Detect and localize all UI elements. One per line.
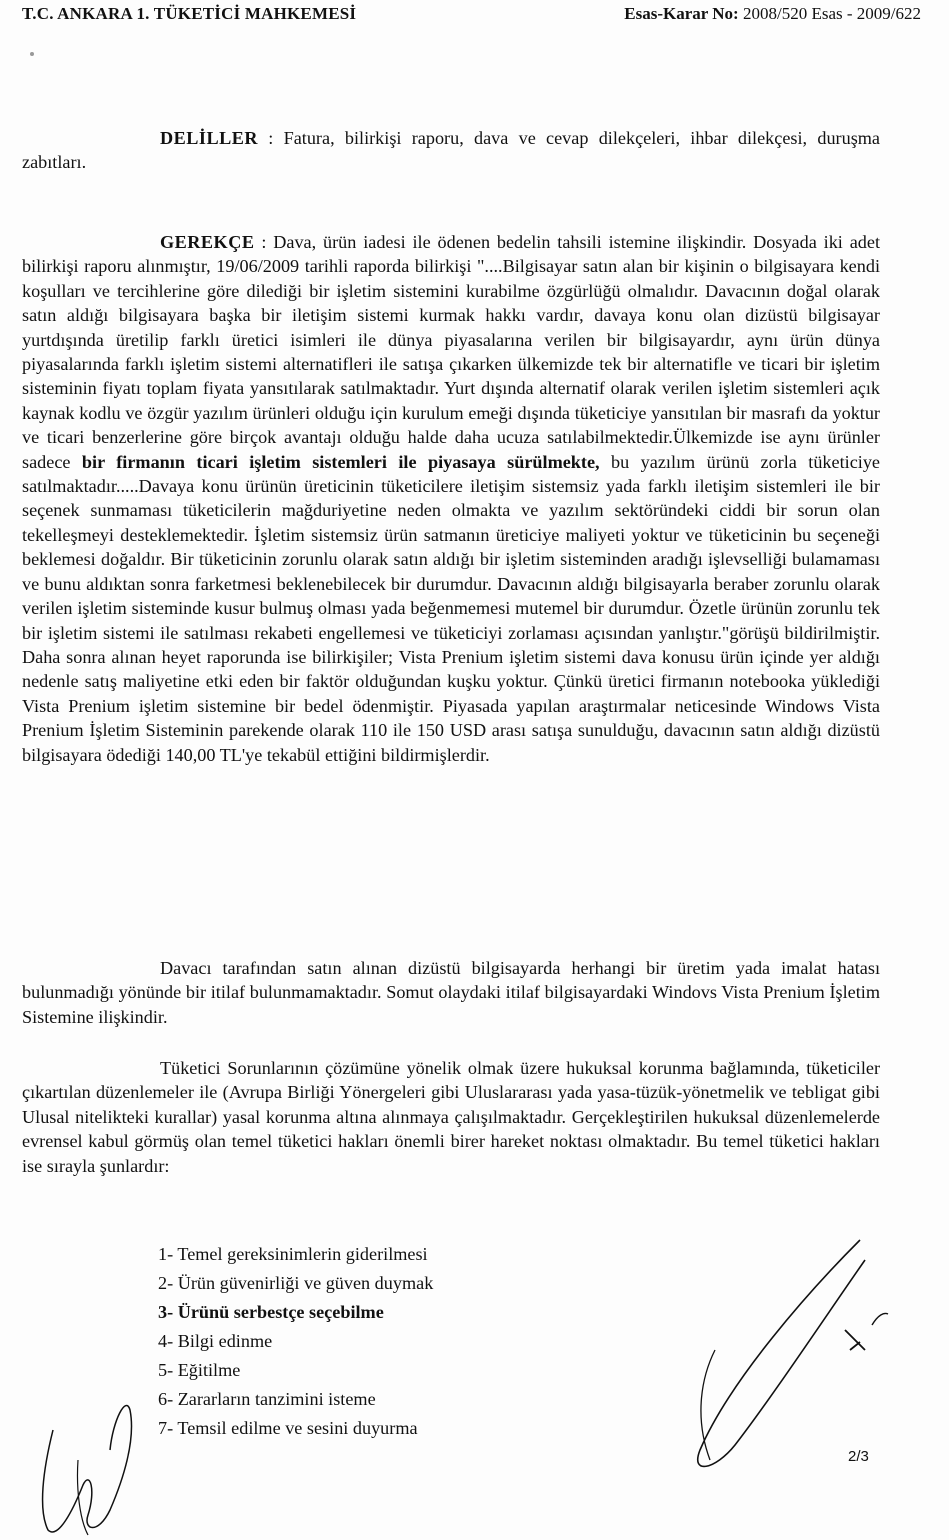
tuketici-paragraph: Tüketici Sorunlarının çözümüne yönelik olmak üzere hukuksal korunma bağlamında, tüketiciler çıkartılan düzenlemeler ile (Avrupa Birliği Yönergeleri gibi Uluslararası yada yasa-tüzük-yönetmelik ve tebligat gibi Ulusal nitelikteki kurallar) yasal korunma altına alınmaya çalışılmaktadır. Gerçekleştirilen hukuksal düzenlemelerde evrensel kabul görmüş olan temel tüketici hakları önemli birer hareket noktası olmaktadır. Bu temel tüketici hakları ise sırayla şunlardır: xyxy=(22,1058,880,1176)
gerekce-label: GEREKÇE xyxy=(160,232,255,252)
case-number-line xyxy=(624,4,921,24)
list-item: 7- Temsil edilme ve sesini duyurma xyxy=(158,1418,418,1438)
list-item: 3- Ürünü serbestçe seçebilme xyxy=(158,1302,384,1322)
court-name: T.C. ANKARA 1. TÜKETİCİ MAHKEMESİ xyxy=(22,4,357,23)
consumer-rights-list xyxy=(158,1240,433,1443)
gerekce-text-1: : Dava, ürün iadesi ile ödenen bedelin tahsili istemine ilişkindir. Dosyada iki adet bilirkişi raporu alınmıştır, 19/06/2009 tarihli raporda bilirkişi "....Bilgisayar satın alan bir kişinin o bilgisayara kendi koşulları ve tercihlerine göre dilediği bir işletim sistemini kurabilme özgürlüğü olmalıdır. Davacının doğal olarak satın aldığı bilgisayara başka bir iletişim sistemi kurmak hakkı vardır, davaya konu olan dizüstü bilgisayar yurtdışında üretilip farklı üretici isimleri ile dünya piyasalarına verilen bir bilgisayardır, aynı ürün dünya piyasalarında farklı işletim sistemi alternatifleri ile satışa çıkarken ülkemizde tek bir alternatifle ve ticari bir işletim sisteminin fiyatı toplam fiyata yansıtılarak satılmaktadır. Yurt dışında alternatif olarak verilen işletim sistemleri açık kaynak kodlu ve özgür yazılım ürünleri olduğu için kurulum emeği dışında tüketiciye yansıtılan bir masrafı da yoktur ve ticari benzerlerine göre birçok avantajı olduğu halde daha ucuza satılabilmektedir.Ülkemizde ise aynı ürünler sadece xyxy=(22,232,880,472)
case-number-label: Esas-Karar No: xyxy=(624,4,739,23)
gerekce-paragraph xyxy=(22,230,880,767)
list-item: 6- Zararların tanzimini isteme xyxy=(158,1389,376,1409)
list-item: 4- Bilgi edinme xyxy=(158,1331,273,1351)
deliller-text: : Fatura, bilirkişi raporu, dava ve cevap dilekçeleri, ihbar dilekçesi, duruşma zabıtları. xyxy=(22,128,880,173)
deliller-paragraph xyxy=(22,126,880,175)
page-number: 2/3 xyxy=(848,1448,869,1465)
case-number: 2008/520 Esas - 2009/622 xyxy=(742,4,921,23)
davaci-paragraph: Davacı tarafından satın alınan dizüstü bilgisayarda herhangi bir üretim yada imalat hatası bulunmadığı yönünde bir itilaf bulunmamaktadır. Somut olaydaki itilaf bilgisayardaki Windovs Vista Prenium İşletim Sistemine ilişkindir. xyxy=(22,958,880,1027)
list-item: 2- Ürün güvenirliği ve güven duymak xyxy=(158,1273,434,1293)
scan-speck xyxy=(30,52,34,56)
gerekce-bold-text: bir firmanın ticari işletim sistemleri ile piyasaya sürülmekte, xyxy=(81,451,600,472)
gerekce-text-2: bu yazılım ürünü zorla tüketiciye satılmaktadır.....Davaya konu ürünün üreticinin tüketicilere iletişim sistemsiz yada farklı iletişim sistemleri ile bir seçenek sunmaması tüketicilerin mağduriyetine neden olmakta ve yazılım sektöründeki ciddi bir sorun olan tekelleşmeyi desteklemektedir. İşletim sistemsiz ürün satmanın üreticiye maliyeti yoktur ve tüketicinin bu seçeneği beklemesi doğaldır. Bir tüketicinin zorunlu olarak satın aldığı bir işletim sisteminden aradığı işlevselliği bulamaması ve bunu aldıktan sonra farketmesi beklenebilecek bir durumdur. Davacının aldığı bilgisayarla beraber zorunlu olarak verilen işletim sisteminde kusur bulmuş olması yada beğenmemesi mutemel bir durumdur. Özetle ürünün zorunlu tek bir işletim sistemi ile satılması rekabeti engellemesi ve tüketiciyi zorlaması açısından yanlıştır."görüşü bildirilmiştir. Daha sonra alınan heyet raporunda ise bilirkişiler; Vista Prenium işletim sistemi dava konusu ürün içinde yer aldığı nedenle satış maliyetine etki eden bir faktör olduğundan kuşku yoktur. Çünkü üretici firmanın notebooka yüklediği Vista Prenium işletim sistemine bir bedel ödenmiştir. Piyasada yapılan araştırmalar neticesinde Windows Vista Prenium İşletim Sisteminin parekende olarak 110 ile 150 USD arası satışa sunulduğu, davacının satın aldığı dizüstü bilgisayara ödediği 140,00 TL'ye tekabül ettiğini bildirmişlerdir. xyxy=(22,451,880,765)
list-item: 5- Eğitilme xyxy=(158,1360,241,1380)
signature-left xyxy=(18,1390,168,1540)
list-item: 1- Temel gereksinimlerin giderilmesi xyxy=(158,1244,428,1264)
deliller-label: DELİLLER xyxy=(160,128,259,148)
